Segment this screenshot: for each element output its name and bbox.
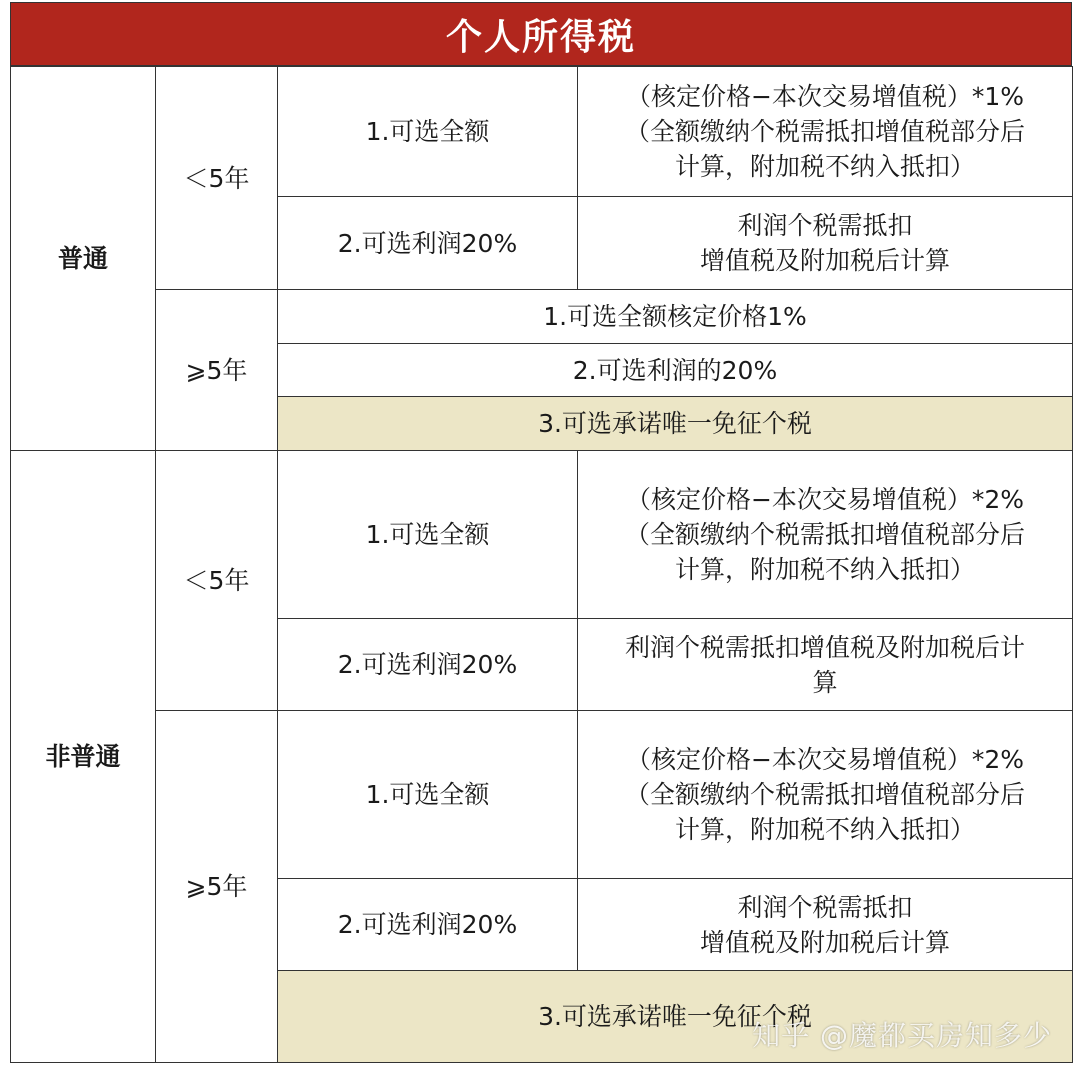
- age-ge5-nonordinary: ⩾5年: [156, 711, 278, 1063]
- option-profit: 2.可选利润20%: [278, 197, 578, 290]
- age-ge5-ordinary: ⩾5年: [156, 290, 278, 451]
- option-profit: 2.可选利润20%: [278, 879, 578, 971]
- detail-line: （核定价格−本次交易增值税）*2%: [625, 485, 1025, 514]
- detail-line: （全额缴纳个税需抵扣增值税部分后: [624, 520, 1025, 549]
- option-profit-detail: [578, 197, 1073, 290]
- detail-line: 计算，附加税不纳入抵扣）: [674, 555, 975, 584]
- option-full-amount-detail: [578, 711, 1073, 879]
- option-full-amount: 1.可选全额: [278, 451, 578, 619]
- option-sole-home-exemption: 3.可选承诺唯一免征个税: [278, 397, 1073, 451]
- category-ordinary: 普通: [11, 67, 156, 451]
- table-row: [11, 451, 1073, 619]
- detail-line: （核定价格−本次交易增值税）*1%: [625, 82, 1025, 111]
- detail-line: 利润个税需抵扣: [737, 892, 913, 922]
- option-profit: 2.可选利润20%: [278, 619, 578, 711]
- age-lt5-nonordinary: ＜5年: [156, 451, 278, 711]
- detail-line: 计算，附加税不纳入抵扣）: [674, 152, 975, 181]
- option-full-amount-detail: [578, 451, 1073, 619]
- table-row: [11, 290, 1073, 344]
- option-full-amount: 1.可选全额: [278, 711, 578, 879]
- detail-line: 利润个税需抵扣: [737, 211, 913, 240]
- category-nonordinary: 非普通: [11, 451, 156, 1063]
- table-title: 个人所得税: [10, 2, 1072, 66]
- watermark: 知乎 @魔都买房知多少: [752, 1019, 1052, 1052]
- detail-line: （全额缴纳个税需抵扣增值税部分后: [624, 780, 1025, 809]
- detail-line: 计算，附加税不纳入抵扣）: [674, 815, 975, 844]
- option-profit-20pct: 2.可选利润的20%: [278, 344, 1073, 397]
- detail-line: （全额缴纳个税需抵扣增值税部分后: [624, 117, 1025, 146]
- detail-line: 算: [812, 667, 838, 697]
- detail-line: 增值税及附加税后计算: [699, 927, 950, 957]
- detail-line: 增值税及附加税后计算: [699, 246, 950, 275]
- age-lt5-ordinary: ＜5年: [156, 67, 278, 290]
- option-profit-detail: [578, 619, 1073, 711]
- income-tax-table: [10, 66, 1073, 1063]
- option-full-amount-1pct: 1.可选全额核定价格1%: [278, 290, 1073, 344]
- option-full-amount-detail: [578, 67, 1073, 197]
- option-sole-home-exemption: 3.可选承诺唯一免征个税: [278, 971, 1073, 1063]
- detail-line: （核定价格−本次交易增值税）*2%: [625, 745, 1025, 774]
- option-full-amount: 1.可选全额: [278, 67, 578, 197]
- table-row: [11, 67, 1073, 197]
- detail-line: 利润个税需抵扣增值税及附加税后计: [624, 632, 1025, 662]
- option-profit-detail: [578, 879, 1073, 971]
- table-row: [11, 711, 1073, 879]
